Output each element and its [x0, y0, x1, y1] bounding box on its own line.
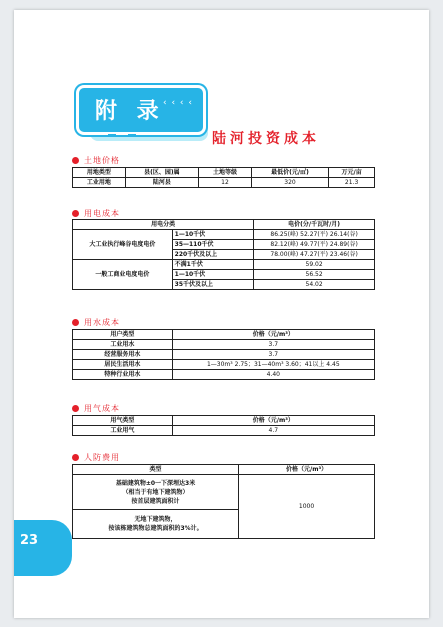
- table-row: 工业用气 4.7: [73, 426, 375, 436]
- section-water-title: 用水成本: [72, 317, 120, 328]
- table-row: 1—10千伏 56.52: [73, 270, 375, 280]
- table-row: 大工业执行峰谷电度电价 1—10千伏 86.25(峰) 52.27(平) 26.14(谷): [73, 230, 375, 240]
- appendix-badge: [76, 85, 206, 137]
- table-header-row: 用电分类 电价(分/千瓦时/月): [73, 220, 375, 230]
- chevron-icon: ‹ ‹ ‹ ‹: [163, 98, 193, 108]
- table-row: 基础建筑物±0一下深埋达3米 （相当于有地下建筑物） 按首层建筑面积计 1000: [73, 475, 375, 510]
- table-row: 35千伏及以上 54.02: [73, 280, 375, 290]
- table-row: 35—110千伏 82.12(峰) 49.77(平) 24.89(谷): [73, 240, 375, 250]
- electric-price-table: [72, 219, 375, 290]
- table-row: 工业用水 3.7: [73, 340, 375, 350]
- table-header-row: 用户类型 价格（元/m³）: [73, 330, 375, 340]
- table-row: 特种行业用水 4.40: [73, 370, 375, 380]
- bullet-dot-icon: [72, 319, 79, 326]
- bullet-dot-icon: [72, 405, 79, 412]
- table-header-row: 类型 价格（元/m³）: [73, 465, 375, 475]
- bullet-dot-icon: [72, 157, 79, 164]
- page-heading: 陆河投资成本: [212, 131, 320, 147]
- table-row: 居民生活用水 1—30m³ 2.75；31—40m³ 3.60；41以上 4.45: [73, 360, 375, 370]
- badge-foot-decoration: [108, 134, 116, 137]
- badge-panel: [76, 85, 206, 135]
- table-row: 一般工商业电度电价 不满1千伏 59.02: [73, 260, 375, 270]
- bullet-dot-icon: [72, 210, 79, 217]
- gas-price-table: [72, 415, 375, 436]
- section-electric-title: 用电成本: [72, 208, 120, 219]
- table-header-row: 用气类型 价格（元/m³）: [73, 416, 375, 426]
- table-row: 经营服务用水 3.7: [73, 350, 375, 360]
- document-page: [14, 10, 429, 618]
- badge-title: 附 录: [95, 99, 165, 124]
- table-header-row: 用地类型 县(区、园)属 土地等级 最低价(元/㎡) 万元/亩: [73, 168, 375, 178]
- section-gas-title: 用气成本: [72, 403, 120, 414]
- badge-foot-decoration: [128, 134, 136, 137]
- table-row: 220千伏及以上 78.00(峰) 47.27(平) 23.46(谷): [73, 250, 375, 260]
- table-row: 无地下建筑物， 按该栋建筑物总建筑面积的3%计。: [73, 510, 375, 539]
- page-number-tab: [14, 520, 72, 576]
- section-land-title: 土地价格: [72, 155, 120, 166]
- table-row: 工业用地 陆河县 12 320 21.3: [73, 178, 375, 188]
- defense-fee-table: [72, 464, 375, 539]
- land-price-table: [72, 167, 375, 188]
- page-number: 23: [20, 533, 39, 548]
- section-defense-title: 人防费用: [72, 452, 120, 463]
- bullet-dot-icon: [72, 454, 79, 461]
- water-price-table: [72, 329, 375, 380]
